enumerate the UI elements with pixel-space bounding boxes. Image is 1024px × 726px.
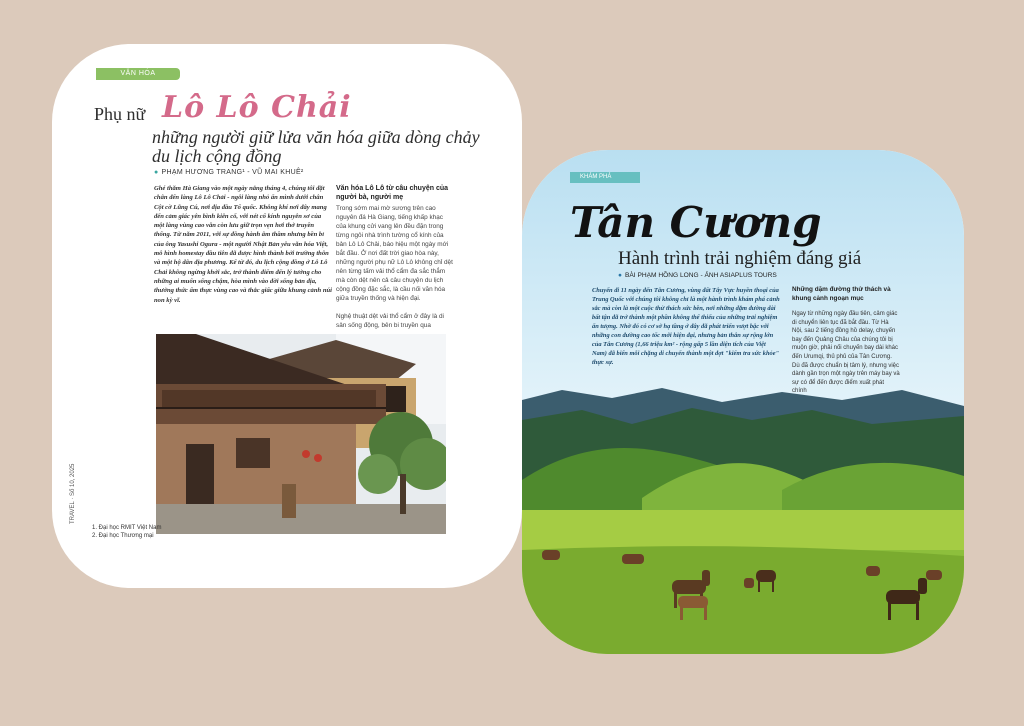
page-side-label: TRAVEL · Số 10, 2025 [70, 463, 76, 524]
footnote: 1. Đại học RMIT Việt Nam [92, 525, 162, 531]
section-tag: KHÁM PHÁ [570, 172, 640, 183]
grassland-photo [522, 380, 964, 654]
title-prefix: Phụ nữ [94, 104, 146, 124]
section-tag: VĂN HÓA [96, 68, 180, 80]
lede-paragraph: Ghé thăm Hà Giang vào một ngày nắng tháng 4, chúng tôi đặt chân đến làng Lô Lô Chải - ngôi làng nhỏ ẩn mình dưới chân Cột cờ Lũng Cú, nơi địa đầu Tổ quốc. Không khí nơi đây mang đến cảm giác yên bình kiên cố, với nét cổ kính nguyên sơ của một làng vùng cao vẫn còn lưu giữ trọn vẹn hơi thở truyền thống. Từ năm 2011, với sự đồng hành âm thầm nhưng bền bỉ của ông Yasushi Ogura - một người Nhật Bản yêu văn hóa Việt, mô hình homestay đầu tiên đã được hình thành bởi trường thôn và một hộ dân địa phương. Kể từ đó, du lịch cộng đồng ở Lô Lô Chải không ngừng khởi sắc, trở thành điểm đến lý tưởng cho những ai muốn sống chậm, hòa mình vào đời sống bản địa, thưởng thức ẩm thực vùng cao và thắc giấc giữa khung cảnh núi non kỳ vĩ. [154, 185, 332, 304]
column-body: Trong sớm mai mờ sương trên cao nguyên đá Hà Giang, tiếng khấp khạc của khung cửi vang lên đều đặn trong từng ngôi nhà trình tường cổ kính của bản Lô Lô Chải, báo hiệu một ngày mới bắt đầu. Ở nơi đất trời giao hòa này, những người phụ nữ Lô Lô không chỉ dệt nên từng tấm vải thổ cẩm đa sắc thắm mà còn dệt nên cả câu chuyện du lịch cộng đồng đặc sắc, là cầu nối văn hóa giữa truyền thống và hiện đại. Nghệ thuật dệt vải thổ cẩm ở đây là di sản sống động, bên bi truyền qua [336, 205, 453, 329]
byline-text: PHẠM HƯƠNG TRANG¹ - VŨ MAI KHUÊ² [161, 169, 304, 176]
byline-text: BÀI PHẠM HỒNG LONG - ẢNH ASIAPLUS TOURS [624, 272, 777, 279]
lede-paragraph: Chuyến đi 11 ngày đến Tân Cương, vùng đất Tây Vực huyền thoại của Trung Quốc với chúng tôi không chỉ là một hành trình khám phá cảnh sắc mà còn là một cuộc thử thách sức bền, nơi những dặm đường dài bất tận đã trở thành một phần không thể thiếu của những trải nghiệm ấn tượng. Nhờ đó có cơ sở hạ tầng ở đây đã phát triển vượt bậc với những con đường cao tốc mới hiện đại, nhưng bản thân sự rộng lớn của Tân Cương (1,66 triệu km² - rộng gấp 5 lần diện tích của Việt Nam) đã biến mỗi chặng di chuyển thành một đợt "kiểm tra sức khỏe" thực sự. [592, 287, 780, 366]
byline [618, 272, 777, 279]
column-heading: Văn hóa Lô Lô từ câu chuyện của người bà, người mẹ [336, 185, 449, 201]
article-subtitle: những người giữ lửa văn hóa giữa dòng chảy du lịch cộng đồng [152, 127, 480, 166]
bullet-icon: ● [154, 169, 159, 176]
article-card-tan-cuong [522, 150, 964, 654]
column-heading: Những dặm đường thử thách và khung cảnh ngoạn mục [792, 286, 891, 302]
article-subtitle: Hành trình trải nghiệm đáng giá [618, 248, 862, 269]
title-script: Lô Lô Chải [162, 90, 352, 125]
byline [154, 169, 304, 176]
bullet-icon: ● [618, 272, 622, 279]
column-body: Ngay từ những ngày đầu tiên, cảm giác di chuyển liên tục đã bắt đầu. Từ Hà Nội, sau 2 tiếng đồng hồ delay, chuyến bay đến Quảng Châu của chúng tôi bị muộn giờ, phải nối chuyến bay dài khác đến Urumqi, thủ phủ của Tân Cương. Dù đã được chuẩn bị tâm lý, nhưng việc dành gần trọn một ngày trên máy bay và sự có để đến được điểm xuất phát chính [792, 311, 900, 395]
article-card-lo-lo-chai [52, 44, 522, 588]
article-title: Tân Cương [570, 198, 822, 247]
footnotes [92, 524, 161, 540]
village-photo [156, 334, 446, 534]
footnote: 2. Đại học Thương mại [92, 533, 154, 539]
